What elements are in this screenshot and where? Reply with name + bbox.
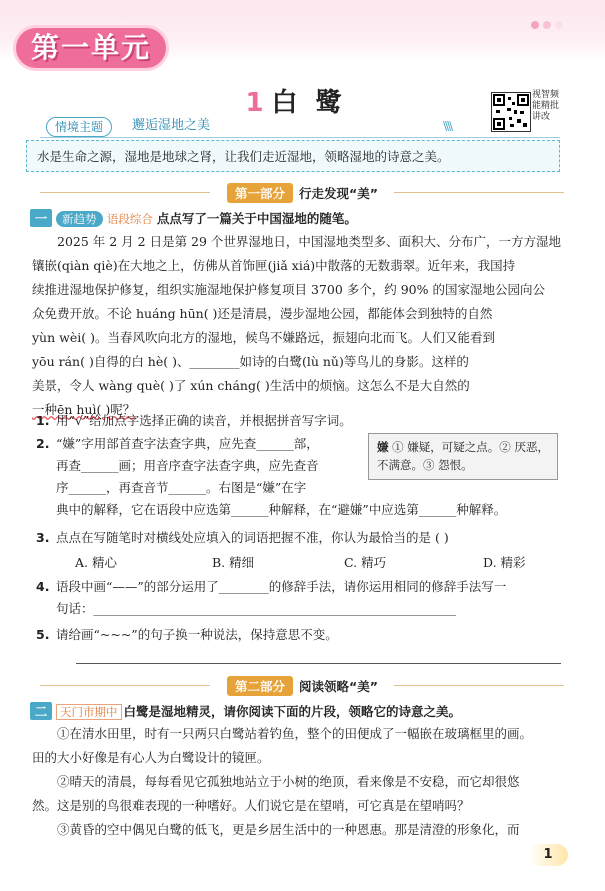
section-tag: 第二部分 <box>227 676 293 696</box>
question-item-5: 5. 请给画“~~~”的句子换一种说法，保持意思不变。 <box>36 627 338 642</box>
option-c[interactable]: C. 精巧 <box>344 555 387 570</box>
dict-text: ① 嫌疑，可疑之点。② 厌恶，不满意。③ 怨恨。 <box>377 440 549 472</box>
qr-code-icon[interactable] <box>491 92 531 132</box>
passage-line: 然。这是别的鸟很难表现的一种嗜好。人们说它是在望哨，可它真是在望哨吗？ <box>32 798 470 813</box>
section-tag: 第一部分 <box>227 183 293 203</box>
theme-label: 情境主题 <box>46 117 112 137</box>
question-item-2-cont: 典中的解释，它在语段中应选第______种解释，在“避嫌”中应选第______种解释。 <box>56 502 507 517</box>
section-header-part1 <box>0 183 605 203</box>
passage-2 <box>32 722 562 842</box>
question-heading-1 <box>30 209 357 227</box>
decorative-slashes: \\\\ <box>443 119 452 133</box>
section-title: 阅读领略“美” <box>299 679 378 694</box>
question-title: 白鹭是湿地精灵，请你阅读下面的片段，领略它的诗意之美。 <box>123 704 462 719</box>
source-tag: 天门市期中 <box>56 704 122 720</box>
section-header-part2 <box>0 676 605 696</box>
passage-line: ②晴天的清晨，每每看见它孤独地站立于小树的绝顶，看来像是不安稳，而它却很悠 <box>57 774 520 789</box>
question-number: 一 <box>30 209 52 227</box>
section-title: 行走发现“美” <box>299 186 378 201</box>
passage-line: ①在清水田里，时有一只两只白鹭站着钓鱼，整个的田便成了一幅嵌在玻璃框里的画。 <box>57 726 533 741</box>
option-d[interactable]: D. 精彩 <box>483 555 526 570</box>
lesson-title-text: 白鹭 <box>271 88 360 118</box>
qr-label: 视智频能精批讲改 <box>532 90 560 122</box>
question-item-1: 1. 用“√”给加点字选择正确的读音，并根据拼音写字词。 <box>36 413 352 428</box>
trend-tag: 新趋势 <box>56 211 103 227</box>
passage-line: 美景，令人 wàng què( )了 xún cháng( )生活中的烦恼。这怎么不是大自然的 <box>32 378 470 393</box>
option-a[interactable]: A. 精心 <box>75 555 117 570</box>
passage-line: 田的大小好像是有心人为白鹭设计的镜匣。 <box>32 750 270 765</box>
theme-text: 邂逅湿地之美 <box>132 118 211 133</box>
question-item-2: 2. “嫌”字用部首查字法查字典，应先查______部， 再查______画；用音序查字法查字典，应先查音 序______，再查音节______。右图是“嫌”在字 <box>36 436 319 495</box>
question-heading-2 <box>30 702 461 720</box>
passage-line: 续推进湿地保护修复，组织实施湿地保护修复项目 3700 多个，约 90% 的国家湿地公园向公 <box>32 282 545 297</box>
question-title: 点点写了一篇关于中国湿地的随笔。 <box>156 211 357 226</box>
passage-line: 镶嵌(qiàn qiè)在大地之上，仿佛从首饰匣(jiǎ xiá)中散落的无数翡翠。近年来，我国持 <box>32 258 516 273</box>
question-number: 二 <box>30 702 52 720</box>
dict-char: 嫌 <box>377 440 389 454</box>
lesson-number: 1 <box>245 88 264 118</box>
passage-line: 众免费开放。不论 huáng hūn( )还是清晨，漫步湿地公园，都能体会到独特的自然 <box>32 306 493 321</box>
passage-1 <box>32 230 562 422</box>
passage-line: yùn wèi( )。当春风吹向北方的湿地，候鸟不嫌路远，振翅向北而飞。人们又能看到 <box>32 330 495 345</box>
page-number: 1 <box>528 844 568 866</box>
type-tag: 语段综合 <box>106 212 153 226</box>
passage-line: ③黄昏的空中偶见白鹭的低飞，更是乡居生活中的一种恩惠。那是清澄的形象化，而 <box>57 822 520 837</box>
passage-line: 一种ēn huì( )呢？ <box>32 402 136 417</box>
answer-line[interactable] <box>76 663 561 664</box>
dictionary-box <box>368 433 558 480</box>
intro-box: 水是生命之源，湿地是地球之肾，让我们走近湿地，领略湿地的诗意之美。 <box>26 140 560 172</box>
unit-badge: 第一单元 <box>16 28 166 68</box>
question-item-4: 4. 语段中画“——”的部分运用了________的修辞手法，请你运用相同的修辞手法写一 句话：__________________________________________________________ <box>36 579 507 616</box>
passage-line: 2025 年 2 月 2 日是第 29 个世界湿地日，中国湿地类型多、面积大、分布广，一方方湿地 <box>57 234 561 249</box>
passage-line: yōu rán( )自得的白 hè( )、________如诗的白鹭(lù nǔ)等鸟儿的身影。这样的 <box>32 354 469 369</box>
question-item-3: 3. 点点在写随笔时对横线处应填入的词语把握不准，你认为最恰当的是 ( ) <box>36 530 449 545</box>
decorative-dots <box>527 14 563 33</box>
option-b[interactable]: B. 精细 <box>212 555 255 570</box>
theme-divider <box>40 137 560 138</box>
